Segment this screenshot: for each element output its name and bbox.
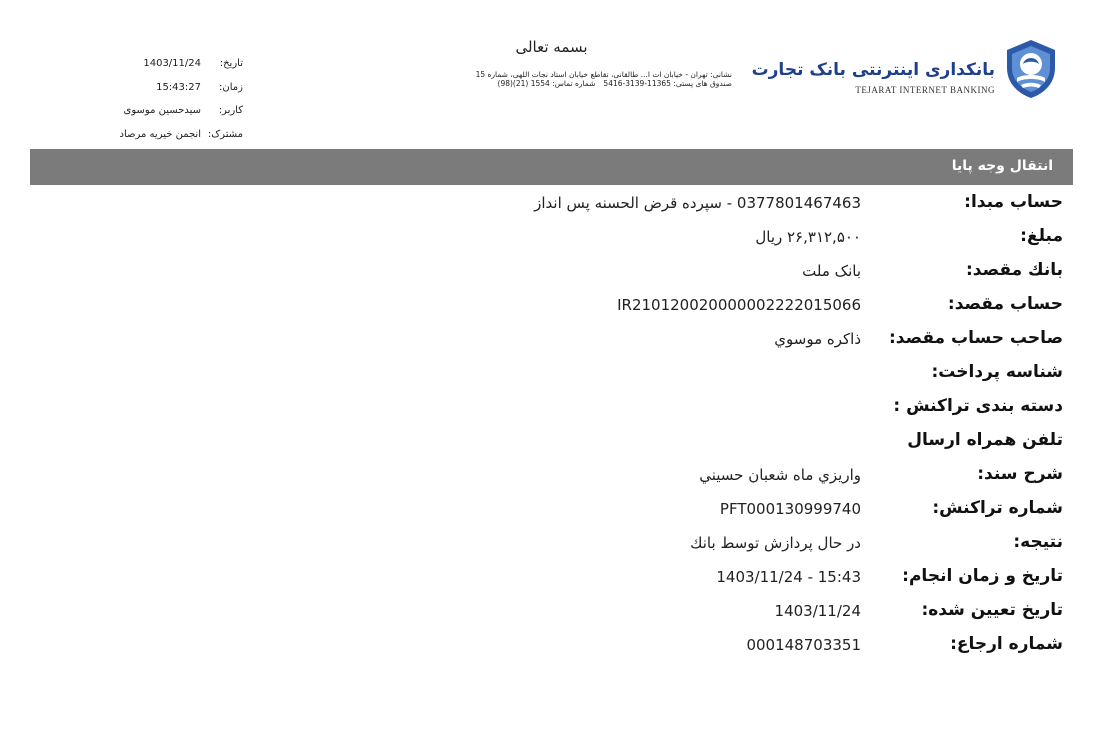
detail-value: 1403/11/24	[774, 602, 861, 620]
po-box: صندوق های پستی: 11365-3139-5416	[603, 79, 732, 88]
detail-value: 000148703351	[746, 636, 861, 654]
detail-value: در حال پردازش توسط بانك	[690, 534, 861, 552]
detail-row-mobile	[0, 428, 1103, 458]
address-line: نشانی: تهران - خیابان ات ا... طالقانی، تقاطع خیابان استاد نجات اللهی، شماره 15	[475, 70, 732, 79]
detail-value: ۲۶,۳۱۲,۵۰۰ ریال	[755, 228, 861, 246]
detail-row-transaction-number	[0, 496, 1103, 526]
detail-label: بانك مقصد:	[965, 260, 1063, 280]
meta-time	[73, 76, 243, 100]
meta-date	[73, 52, 243, 76]
basmala: بسمه تعالی	[515, 38, 588, 56]
meta-value: 1403/11/24	[143, 58, 201, 70]
detail-label: شناسه پرداخت:	[931, 362, 1063, 382]
detail-row-amount	[0, 224, 1103, 254]
meta-label: مشترک:	[207, 128, 243, 140]
detail-label: شرح سند:	[977, 464, 1063, 484]
detail-value: 0377801467463 - سپرده قرض الحسنه پس انداز	[534, 194, 861, 212]
detail-label: تلفن همراه ارسال	[907, 430, 1063, 450]
detail-value: بانک ملت	[802, 262, 861, 280]
detail-row-transaction-category	[0, 394, 1103, 424]
detail-label: تاریخ و زمان انجام:	[902, 566, 1063, 586]
detail-row-scheduled-date	[0, 598, 1103, 628]
page-title: انتقال وجه پایا	[951, 158, 1053, 174]
detail-value: ذاكره موسوي	[774, 330, 861, 348]
detail-row-source-account	[0, 190, 1103, 220]
detail-label: شماره تراكنش:	[932, 498, 1063, 518]
detail-row-description	[0, 462, 1103, 492]
meta-value: 15:43:27	[156, 81, 201, 93]
detail-row-payment-id	[0, 360, 1103, 390]
meta-value: انجمن خیریه مرصاد	[119, 128, 201, 140]
meta-value: سیدحسین موسوی	[123, 105, 201, 117]
detail-value: 1403/11/24 - 15:43	[716, 568, 861, 586]
detail-value: واريزي ماه شعبان حسيني	[699, 466, 861, 484]
document-meta	[73, 52, 243, 146]
detail-label: حساب مقصد:	[947, 294, 1063, 314]
detail-row-destination-bank	[0, 258, 1103, 288]
detail-row-reference-number	[0, 632, 1103, 662]
detail-row-account-holder	[0, 326, 1103, 356]
meta-label: کاربر:	[218, 105, 243, 117]
detail-label: مبلغ:	[1020, 226, 1063, 246]
detail-label: شماره ارجاع:	[950, 634, 1063, 654]
detail-value: PFT000130999740	[719, 500, 861, 518]
bank-name-english: TEJARAT INTERNET BANKING	[855, 85, 995, 95]
address-line	[392, 79, 732, 88]
meta-label: زمان:	[219, 81, 243, 93]
meta-customer	[73, 123, 243, 147]
detail-row-execution-datetime	[0, 564, 1103, 594]
section-title-bar	[30, 149, 1073, 185]
meta-label: تاریخ:	[219, 58, 243, 70]
detail-value: IR210120020000002222015066	[617, 296, 861, 314]
detail-row-destination-account	[0, 292, 1103, 322]
meta-user	[73, 99, 243, 123]
detail-label: نتیجه:	[1013, 532, 1063, 552]
detail-label: صاحب حساب مقصد:	[888, 328, 1063, 348]
detail-row-result	[0, 530, 1103, 560]
bank-address	[392, 70, 732, 88]
detail-label: تاریخ تعیین شده:	[921, 600, 1063, 620]
phone: شماره تماس: 1554 (21)(98)	[497, 79, 596, 88]
detail-label: دسته بندی تراکنش :	[893, 396, 1063, 416]
bank-name: بانکداری اینترنتی بانک تجارت	[751, 60, 995, 80]
detail-label: حساب مبدا:	[964, 192, 1063, 212]
